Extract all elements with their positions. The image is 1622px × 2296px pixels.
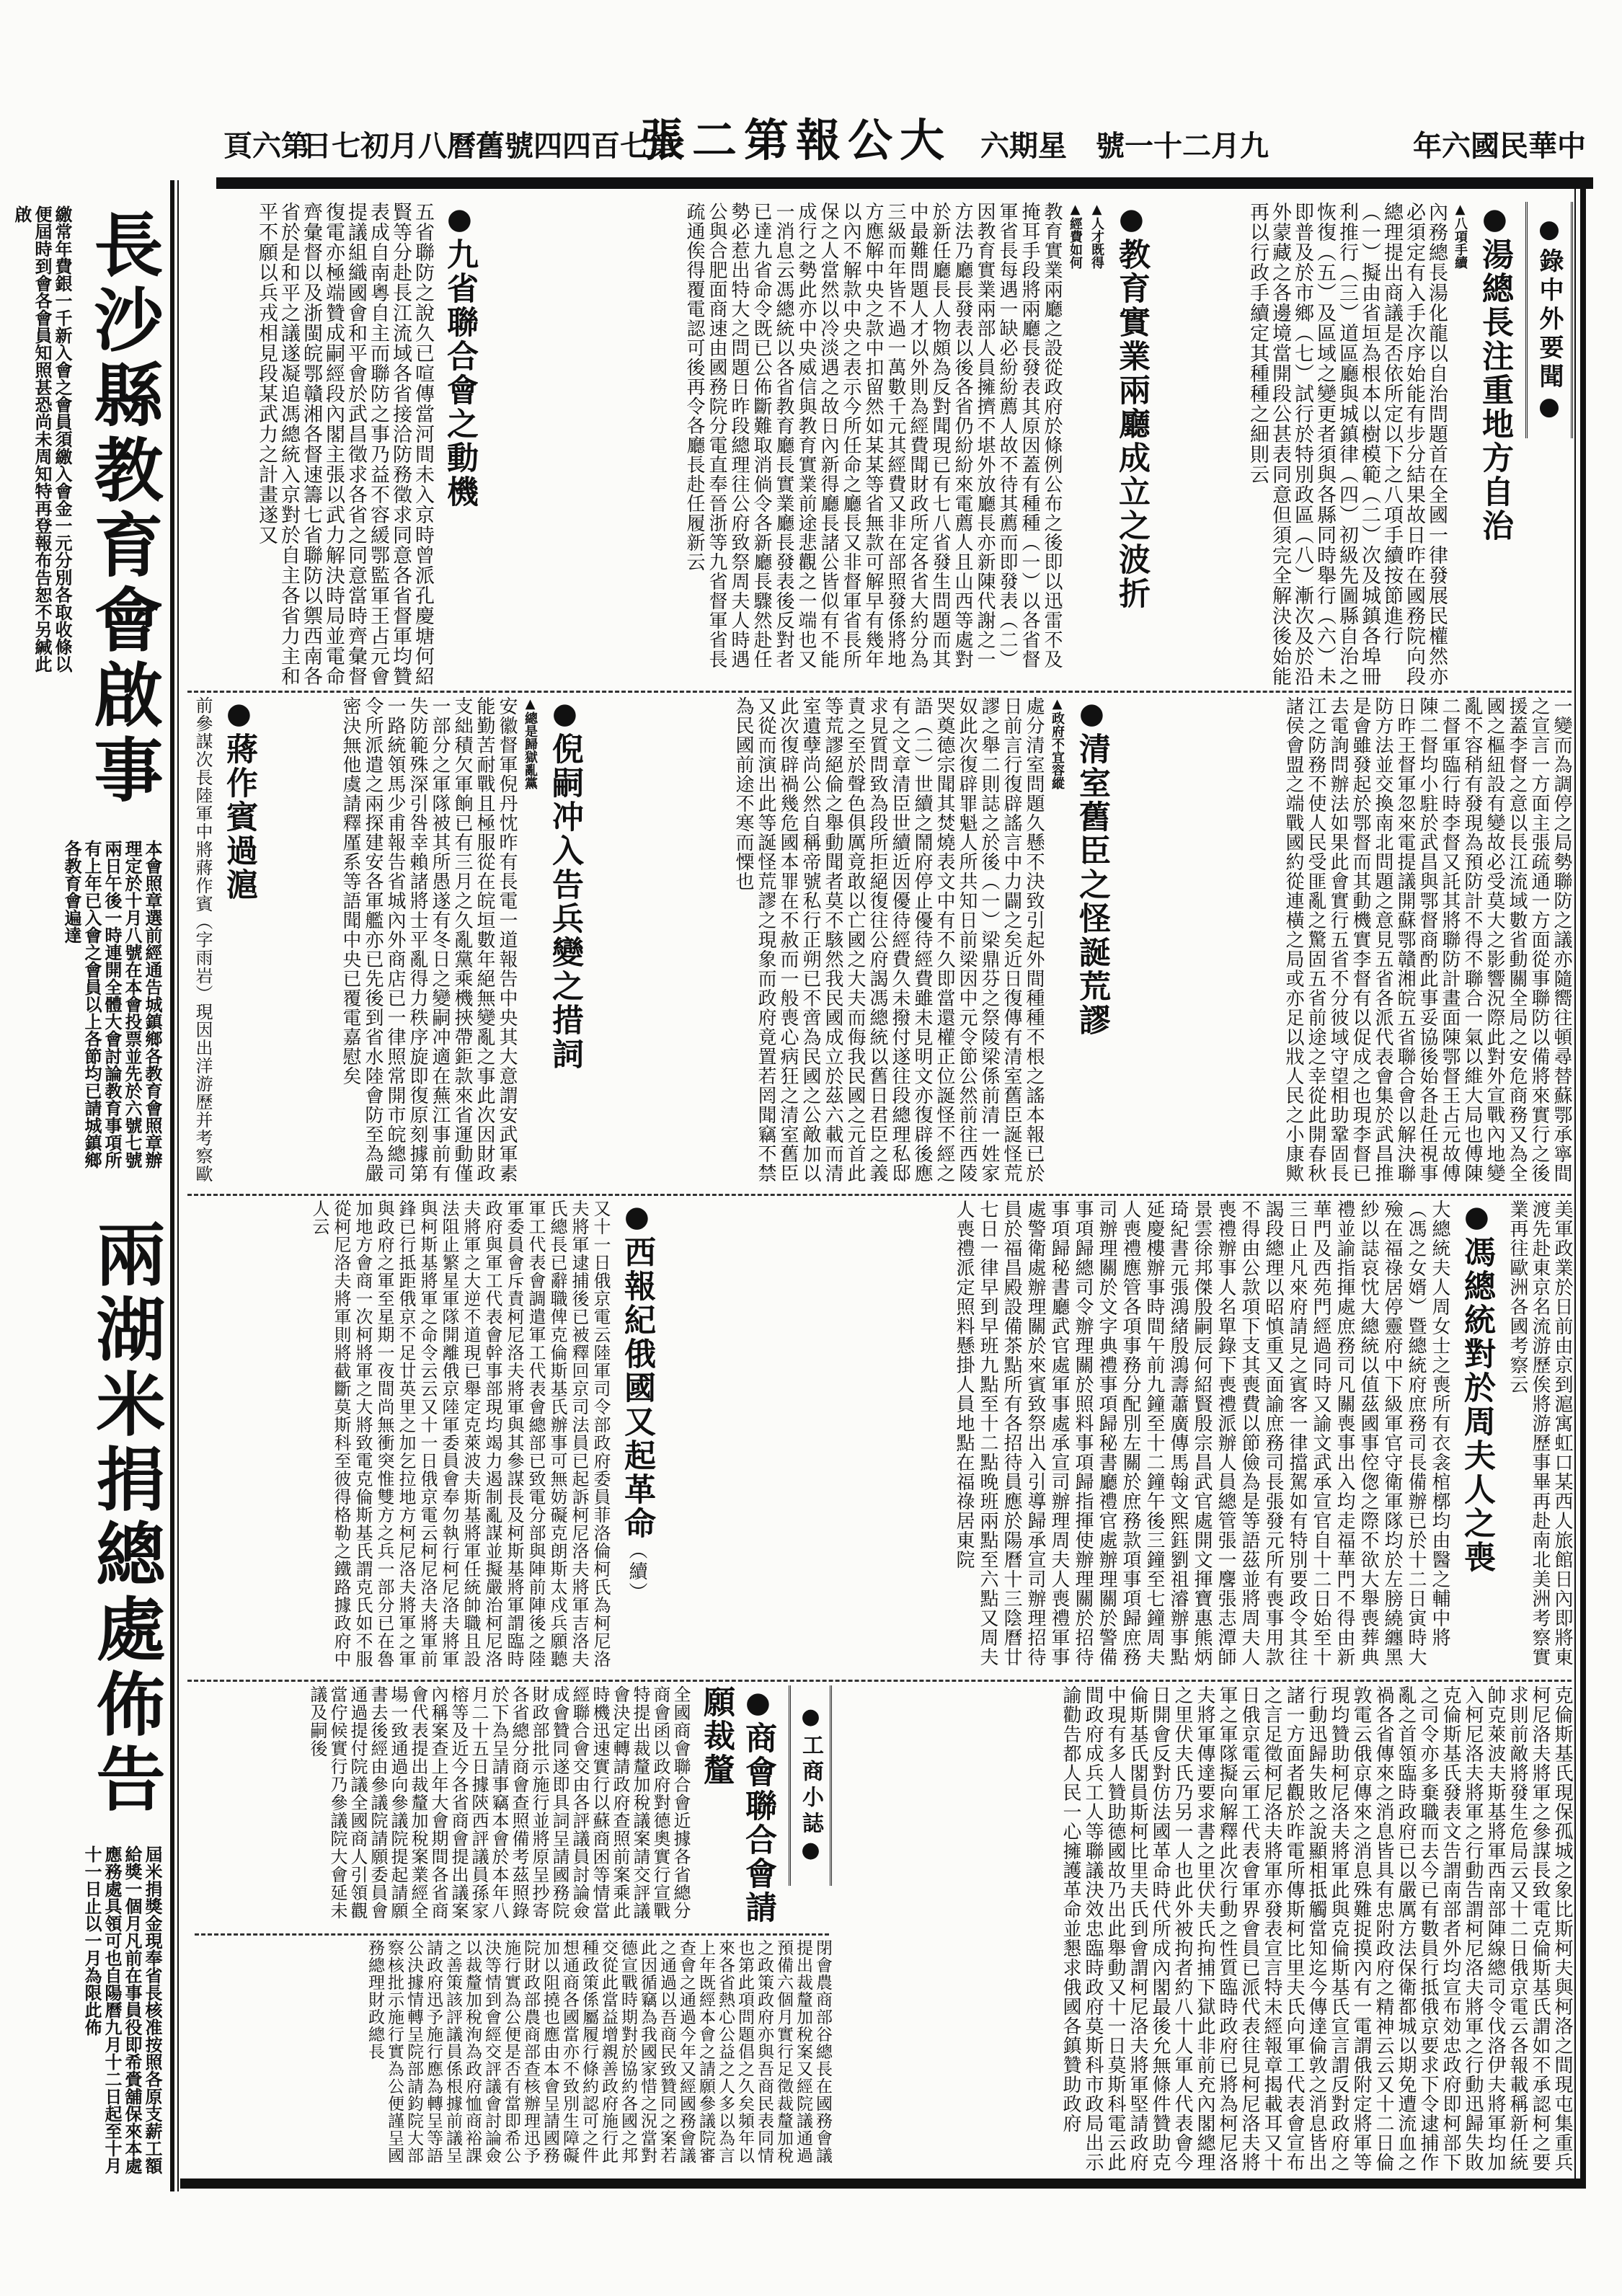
article-body: 一變而為調停之局勢聯防之議亦隨嚮往頓尋替蘇鄂承寧間之宣言一方面主張疏通一方面從事聯防以備將來實行之後援蓋李督之意以長江流域數省動關全局之安危商務又為全國之樞紐設有變故必受莫大之影響況際此對外宣戰內地變亂不容稍有發現為預防計不得不聯合一氣以維大局也傅陳二督軍臨行時李督又託其將聯防計畫面陳鄂督王占元故傅陳二督均小駐於武昌與鄂督商酌此事妥協後始各赴任視事日昨王督軍忽來電提議開蘇鄂贛湘皖五省聯合會以解決聯防方法並交換南北問題之意見五省各派代表會集於武昌推是會雖發起於鄂督而其動機實李督有以促成之也現李督已去電詢問辦法如果此會實行五省不分彼域守望相助鞏固長江之防務不使人民受匪亂之驚固五省前途之幸從此開春秋諸侯會盟之端戰國約從連橫之局或亦足以戕人民之小康歟 [1282,696,1572,1183]
ad-changsha-title-block [69,209,163,836]
ad-changsha-body-top: 繳常年費銀一千新入會之會員須繳入會金一元分別各取收條以便屆時到會各會員知照甚恐尚未周知特再登報布告恕不另緘此啟 [12,205,73,673]
headline-commerce: ●商會聯合會請願裁釐 [698,1685,776,1925]
bullet-icon: ● [741,1685,775,1721]
article-russia [189,1200,657,1675]
article-body: 全國商會聯合會近據各省總分商會函以政府對德奧實行宣戰特提出裁釐加稅議案請交評議會決定轉請政府查照前案乘此時機迅速實行以蘇商困等情當經聯合會交由各評議員討論僉成會贊同遂即具詞呈請國務院財政部批示施行並將原呈抄寄各省總分商會查照備考茲照錄於下為呈請事竊本會於本年八月二十五日據陝西評議員孫家榕等及近今各省商會提出議案內稱案查上年大會期間各省商會代表提出裁釐加稅案業經全場一致通過向參議院提起請願書去後經由參議院請願委員會通過提付院議全國商人引領觀當佇候實行乃參議院大會延未議及嗣後 [307,1685,691,1920]
bullet-icon: ● [548,696,582,732]
ad-changsha-notice-top [12,205,73,674]
masthead: 大公報第二張 [639,114,952,167]
subhead-ni: ▲總是歸獄亂黨 [523,696,538,789]
subhead-tang: ▲八項手續 [1453,202,1468,269]
continued-note: （續） [626,1541,647,1603]
bullet-icon: ● [222,696,256,732]
row-divider [187,691,1572,693]
bullet-icon: ● [443,202,477,238]
ad-changsha-notice-bottom [58,840,162,1179]
headline-qing: ●清室舊臣之怪誕荒謬 [1073,696,1110,1037]
article-body: 美軍政業於日前由京到滬寓虹口某西人旅館日內即將東渡先赴東京名流游歷俟將游歷事畢再赴南北美洲考察實業再往歐洲各國考察云 [1507,1200,1573,1667]
headline-feng: ●馮總統對於周夫人之喪 [1458,1200,1495,1574]
headline-edu: ●教育實業兩廳成立之波折 [1113,202,1150,611]
article-body: 克倫斯基氏現保孤城之象比斯柯夫與柯洛之間現屯集重兵柯尼洛夫將軍之參謀長致電克倫斯基氏謂如不承認柯之要求則前敵將發生危局云又十二日俄京電云各報載稱新任統帥克萊波夫斯基將軍西南部陣線總司令伐洛伊夫將軍均加入柯尼洛夫將軍之行動告謂柯尼洛夫將軍之行動迅歸失敗克倫斯基氏發表文告謂南部者外均宣布効忠政府即柯部下之司令亦多棄職而去今已有數員行抵俄京要求下令逮捕作亂之首領臨時政府已以嚴厲方法保衛都城以期免遭流血之禍各省傳來之消息皆具有忠附政府之精神云云又十二日倫敦電云俄京傳來之消息殊難捉摸內有一電謂俄附定將軍等現均贊助柯尼洛夫將軍此與克倫斯基氏宣言謂反對政府之行動迅歸失敗之說顯相抵觸當知迄今傳達倫敦之消息皆出諸一方面者觀於昨電所傳斯柯比里夫氏向軍工代表會宣布之言足徵柯尼洛夫將軍亦發表宣言特未經報章揭載耳又十日俄京電云軍工代表會軍界會員已派代表往見柯尼洛夫將軍之軍隊擬向解釋此次行動之性質臨時政府已將為柯尼洛夫將軍傳達要求書之里伏夫氏拘捕下獄此非前充內閣總理之里伏夫氏乃另一人也此外被拘者約八十人軍人代表會今日開會反對仿法國革命時代所成內閣最後允無條件贊助克倫斯基氏閣員斯柯比里夫氏到會謂柯尼洛夫將軍堅請政府中現有多人贊助德國故乃出此舉動又十一日莫斯科電云此間政府成兵工人等聯議決效忠臨時政府莫斯科市政局出示諭勸告都人民一心擁護革命並懇求俄國各鎮贊助政府 [1060,1685,1573,2172]
article-russia-continued [836,1685,1573,2176]
row-divider [187,1680,1572,1682]
article-edu [482,202,1152,686]
headline-jiang: ●蔣作賓過滬 [221,696,257,902]
header-lunar-date: 舊曆八月初七日 [303,129,505,163]
section-label: ●錄中外要聞● [1525,202,1573,438]
right-border [1580,189,1586,2186]
article-commerce [189,1685,832,1931]
subhead-edu-2: ▲經費如何 [1068,202,1083,269]
bullet-icon: ● [1075,696,1109,732]
bullet-icon: ● [1114,202,1148,238]
ad-changsha-title: 長沙縣教育會啟事 [83,209,164,809]
article-body: 又十一日俄京電云陸軍司令部政府委員菲洛倫柯氏為柯尼洛夫將軍逮捕後已被釋回京司法員已起訴柯尼洛夫將軍吉洛夫氏總長已辭職俾克倫斯基氏辦事可無妨礙克朗斯太戍兵願聽軍工代表會調遣軍工代表會總部已致電分部與陣前陣後之陸軍委員會斥責柯尼洛夫將軍與其參謀長及柯斯基將軍謂臨時政府與軍工代表會幹事部現均竭力遏制亂謀並擬嚴治柯尼洛夫將軍之大逆不道現已舉定克萊波夫斯基將軍任統帥職且設法阻止繁星軍隊開離俄京陸軍委員會奉勿執行柯尼洛夫將軍與柯斯基將軍之命令云云又十一日俄京電云柯尼洛夫將軍前鋒已行抵距俄京不足廿英里之加乞拉地方柯尼洛夫將軍之軍與政府之軍至星期一夜間尚無衝突惟雙方之兵一部分已在魯加地方會商一次柯將軍之大將致電克倫斯基氏謂克氏如不服從柯尼洛夫將軍則將截斷莫斯科至彼得格勒之鐵路據政府中人云 [309,1200,611,1668]
ad-changsha-body-bottom: 本會照章選前經通告城鎮鄉各教育會照章辦理定於十月八號在本會投票並先於六號七號兩日午後一時連開全體大會討論教育事項所有上年已入會之會員以上各節均已請城鎮鄉各教育會遍達 [61,840,163,1169]
article-body: 教育實業兩廳之設從政府於條例公布之後即以迅雷不及掩耳手段將兩廳長發表其原因蓋有種種（一）以各省督軍省長每遇一缺必紛紛薦人故不待其薦而即發表（二）因教育實業兩部人員擁擠不堪外放廳長亦新陳代謝之一方法乃廳長發表以後各省仍紛紛來電薦人且山西等處對於新任廳長人物頗為反對聞現已有七八省發生問題而其中最難問題人才以外則為經費聞財政所定各省大約分為三級而年皆不過一萬數千元其經費又非在部照發係將地方應解中央之款中扣留然如某某等省無款可解早有幾年以內不解款中央之表示今所任命之廳長又非督軍省長所保之人當然以冷淡遇之故日內新得廳長諸公皆似有不能成行之勢此亦中央威信與教育實業前途悲觀之一端也又一消息云馮總統以各省教育廳長實業廳長發表後反對者已達九省命令既已公佈斷難取消倘令各新廳長驟然赴任勢必惹出特大之問題日昨段總理往公府致祭周夫人時遇公與合肥面商速由國務院分電直奉晉浙等九省督軍省長疏通俟得覆電認可後再令各廳長赴任履新云 [683,202,1063,669]
article-feng [660,1200,1497,1675]
header-date-roc: 中華民國六年 [1413,129,1586,163]
article-body: 前參謀次長陸軍中將蔣作賓（字雨岩）現因出洋游歷并考察歐 [192,696,213,1183]
article-jiang-continued [1499,1200,1573,1675]
article-jiang [189,696,260,1189]
article-nine-provinces [189,202,480,686]
row-divider [187,1194,1572,1196]
header-rule [216,177,1593,189]
header-date-western: 九月二十一號 [1096,129,1269,163]
article-commerce-continued [189,1939,832,2176]
bullet-icon: ● [1478,202,1512,238]
row-divider [195,1933,829,1936]
article-body: 五省聯防之說久已喧傳當河間未入京時曾派孔慶塘何紹賢等分赴長江流域各省接洽防務徵求同意各省督軍均贊表成自南粵自主而聯防之事乃益不容緩鄂監軍王占元會提議組織國會和平會於武昌徵求各省之同意當時齊彙督復電亦極端贊成嗣經段內閣主張以武力解決時局並電命齊彙督以及浙閩皖鄂贛湘各督速籌七省聯防以禦西南各省於是和平之議遂凝追馮總統入京對於自主各省力主和平不願以兵戎相見段某武力之計畫遂又 [255,202,434,686]
headline-ni: ●倪嗣冲入告兵變之措詞 [546,696,583,1071]
article-body: 閉會農商部谷總長在國務會議提出裁釐加稅案又經院議通過預備六個月實行足徵裁釐加稅之政策政府亦與吾商民表同情也第此項問題倡之久矣頻年以來各省熱心公益之人多以為言上年既經本會之請願參議院審查會之通過今年又經國務會議之通過以吾商民致贊同之案若此因循竊為我國家惜之況當對德宣戰時期對於協約各國之邦交從此當益增親善政府施行此種政策係屬履行條約認可之件想通商各國當亦不致別生障礙加以阻撓也應由本會呈請國務院財政部農商部查核辦理迅予施行實為公便是否有當即希公決等情到會經交評議會討論僉以裁釐加稅洵為政府恤商裕課之善策該評議員係根據前議呈請政府迅予施行應為轉呈等語公決據情轉呈院部請鈞院大部察核批示施行實為公便謹呈國務總理財政總長 [365,1939,832,2164]
article-body: 安徽督軍倪丹忱昨有長電一道報告中央其大意謂安武軍素能勤苦耐戰且極服從在皖垣數年絕無變亂之事此次因財政支絀積欠軍餉已有三月之久亂黨乘機挾帶鉅款來省運動僅一部分之軍隊被其所愚遂有冬日之變嗣冲適在蕪江事前有失防範殊深引咎幸賴諸將士平亂得力秩序旋即復原刻據第一路統領馬少甫報告省城內外商店已一律照常開市皖總司令所派遣之兩探建安各軍艦亦已先後到省水陸會防至為嚴密決無他虞請釋厪系等語聞中央已覆電嘉慰矣 [340,696,518,1183]
article-tang [1153,202,1573,686]
ad-lianghu-body: 屆米捐獎金現奉省長核准按照各原支薪工額給獎一個月凡前在事員役即希賫舖保來本處應務處具領可也自陽曆九月十二日起至十月十一日止以一月為限此佈 [81,1845,163,2174]
ad-lianghu-title: 兩湖米捐總處佈告 [85,1218,167,1818]
header-page-number: 第六頁 [223,129,310,163]
header-weekday: 星期六 [980,129,1067,163]
bottom-rule [180,2178,1586,2189]
subhead-qing: ▲政府不宜容縱 [1050,696,1065,789]
ad-column-divider [170,180,174,2191]
ad-column-divider-inner [177,180,179,2191]
header-issue-number: 第七百四四號 [505,129,678,163]
bullet-icon: ● [1460,1200,1494,1236]
article-body: 大總統夫人周女士之喪所有衣衾棺槨均由醫之輔中將（馮之女婿）暨總統府庶務司長備辦已於十二日寅時大殮在福祿居停靈府中下級軍官守衛軍隊均於左膀繞纏黑紗以誌哀忱大總統以值茲國事倥偬之際不欲大舉喪葬典禮並諭指揮處庶務司凡關喪事出入均走福華門不得由新華門及西苑門經過同時又諭文武承宣官自十二日始至十三日止凡來府請見之賓客一律擋駕如有特別要政令其往謁段總理以昭慎重又面諭庶務司長張發元所有喪事用款不得由公款項下支其喪費以節儉為是等語茲並將周夫人喪禮辦事人名單錄下喪禮派辦人員總管張一麐張志潭師景雲徐邦傑殷嗣辰何紹賢殷宗昌武官處開文揮寶惠熊炳琦紀書元張鴻緒殷鴻壽蕭廣傳馬翰文熙鈺劉祖濬辦事點延慶樓辦事時間午前九鐘至十二鐘午後三鐘至七鐘周夫人喪禮應管各項事務分配別左關於庶務款項事項歸庶務司辦理關於文字典禮事項歸秘書廳禮官處辦理關於警備事項歸總司令辦理關於照料事項歸指揮使辦理關於招待事項歸秘書廳武官處軍事處承宣司辦理周夫人喪禮軍事處警衛處辦理關於來賓致祭出入引導歸承宣司辦理招待員於福昌殿設備茶點所有各招待員應於陽曆十三陰曆廿七日一律早到早班九點至十二點晚班兩點至六點又周夫人喪禮派定照料懸掛人員地點在福祿居東院 [953,1200,1450,1667]
article-body: 處分清室問題久懸不決致引起外間種種不根之謠本報已於日前言行復辟謠言中力闢之矣近日復傳有清室舊臣誕怪荒謬之舉二則誌之於後（一）梁鼎芬之祭陵梁係前清一姓家奴此次復辟罪魁人所共知日前梁因中元令節公然前往西陵哭奠德宗聞其焚燒表文中有不久即當還權正位誕怪不經之語（二）世續之鬧府停止優待經費雖未見明文亦復辟後應有之文章清臣世續近因優待經費久未撥付遂往段總理私邸求見質問致為段所拒絕復往公府謁馮總統以舊日君臣之義責之至於聲色俱厲竟敢以亡國之大夫而侮我民國之元首此等荒謬絕倫之舉動聞者莫不駭然我民國成立於茲六載而清室遺孽尚公然自稱帝號私行正朔已不啻為民國之公敵加以此次復辟禍幾危國本罪在不赦而一般喪心病狂之清室舊臣又從而演出此等誕怪荒謬之現象而政府竟置若罔聞竊不禁為民國前途不寒而慄也 [732,696,1045,1183]
commerce-section-label: ●工商小誌● [789,1685,832,1886]
article-nine-provinces-continued [1114,696,1572,1189]
ad-lianghu-title-block [75,1218,165,1838]
article-qing [588,696,1112,1189]
ad-lianghu-notice [58,1845,162,2184]
article-ni [261,696,585,1189]
headline-tang: ●湯總長注重地方自治 [1476,202,1513,543]
headline-russia: ●西報紀俄國又起革命（續） [619,1200,655,1603]
bullet-icon: ● [620,1200,654,1236]
article-body: 內務總長湯化龍以自治問題首在全國一律發展民權然亦必須定有入手次序始能有步分結果故日昨在國務院向段總理提出商議是否依所定以下之八項手續按節進行（一）擬由省垣為根本以樹模範（二）次及城鎮各埠冊利推行（三）道區廳與城鎮律（四）初級先圖縣自治之恢復（五）及區域之變更者須與各縣同時舉行（六）未即普及於市鄉（七）試行於特別政區（八）漸次及於沿外蒙藏之各邊境當開段公甚表同意但須完全解決後始能再以行政手續定其種種之細則云 [1246,202,1448,686]
headline-nine: ●九省聯合會之動機 [441,202,478,509]
subhead-edu-1: ▲人才既得 [1089,202,1104,269]
right-border-inner [1574,189,1576,2186]
